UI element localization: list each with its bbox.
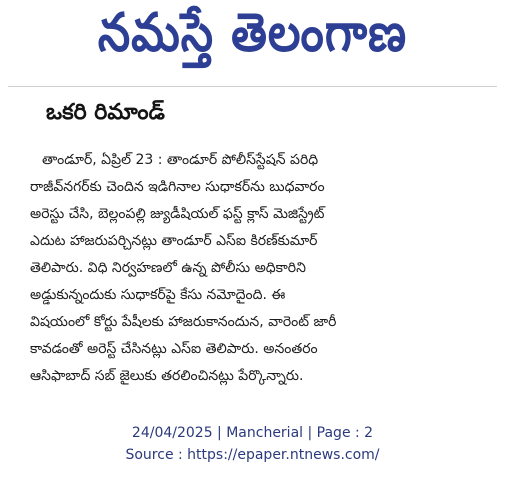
source-link[interactable]: Source : https://epaper.ntnews.com/ <box>125 447 380 463</box>
masthead-divider <box>8 86 497 87</box>
article-line: అరెస్టు చేసి, బెల్లంపల్లి జ్యుడీషియల్ ఫస్ట్ క్లాస్ మెజిస్ట్రేట్ <box>30 206 325 222</box>
article-line: తెలిపారు. విధి నిర్వహణలో ఉన్న పోలీసు అధికారిని <box>30 260 306 276</box>
masthead-title: నమస్తే తెలంగాణ <box>97 1 408 64</box>
article-line: తాండూర్, ఏప్రిల్ 23 : తాండూర్ పోలీస్‌స్టేషన్ పరిధి <box>42 152 319 168</box>
article-line: ఆసిఫాబాద్ సబ్ జైలుకు తరలించినట్లు పేర్కొన్నారు. <box>30 368 304 384</box>
article-line: విషయంలో కోర్టు పేషీలకు హాజరుకానందున, వారెంట్ జారీ <box>30 314 337 330</box>
article-line: కావడంతో అరెస్ట్ చేసినట్లు ఎస్ఐ తెలిపారు. అనంతరం <box>30 341 318 357</box>
article-line: ఎదుట హాజరుపర్చినట్లు తాండూర్ ఎస్ఐ కిరణ్‌కుమార్ <box>30 233 318 249</box>
article-line: రాజీవ్‌నగర్‌కు చెందిన ఇడిగినాల సుధాకర్‌ను బుధవారం <box>30 179 325 195</box>
article-body <box>30 147 470 390</box>
edition-info: 24/04/2025 | Mancherial | Page : 2 <box>131 425 374 441</box>
newspaper-masthead <box>0 0 505 78</box>
article-headline: ఒకరి రిమాండ్ <box>46 100 165 125</box>
article-line: అడ్డుకున్నందుకు సుధాకర్‌పై కేసు నమోదైంది. ఈ <box>30 287 286 303</box>
